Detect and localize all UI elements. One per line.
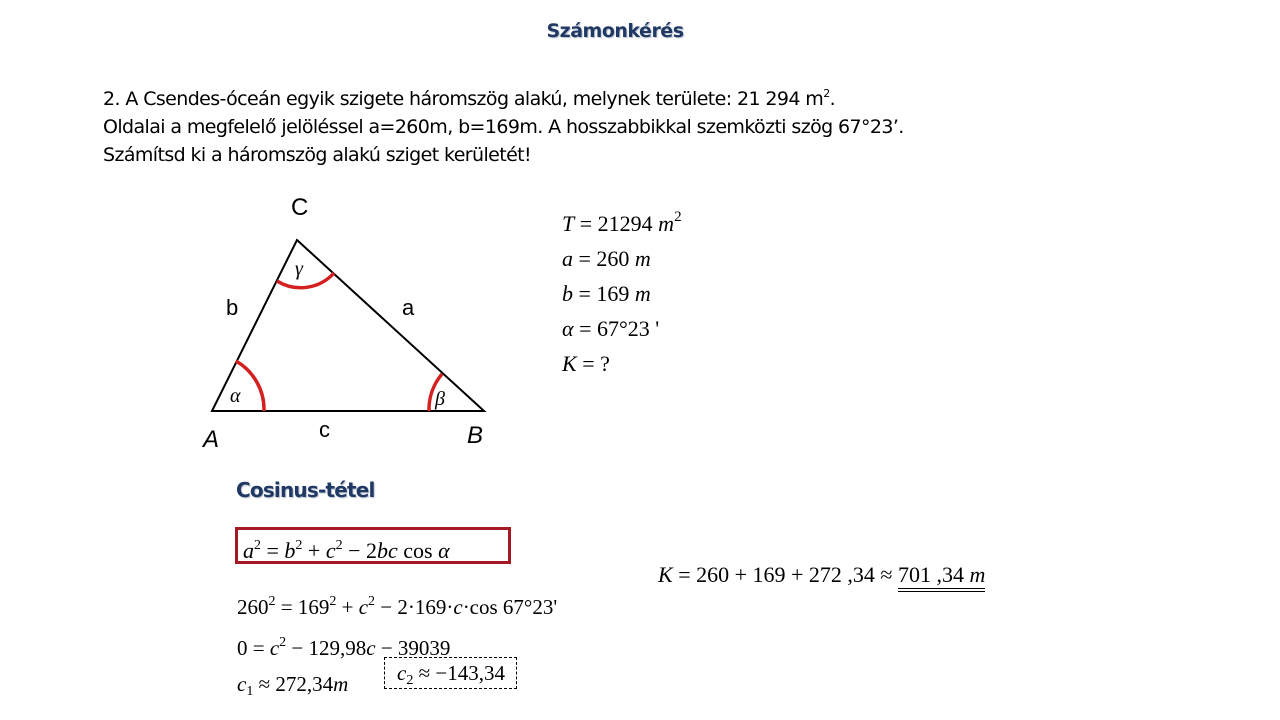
side-c-label: c bbox=[319, 417, 330, 442]
gamma-label: γ bbox=[295, 258, 303, 280]
final-answer: 701 ,34 m bbox=[898, 562, 985, 592]
cosine-law-formula: $a^2 = b^2 + c^2 - 2bc$ cos α bbox=[235, 527, 511, 564]
given-values bbox=[562, 200, 682, 381]
given-perimeter-unknown: K = ? bbox=[562, 351, 610, 376]
problem-line-2: Oldalai a megfelelő jelöléssel a=260m, b=169m. A hosszabbikkal szemközti szög 67°23’. bbox=[103, 116, 904, 138]
triangle-shape bbox=[212, 240, 484, 411]
vertex-a-label: A bbox=[203, 426, 220, 453]
problem-text bbox=[103, 80, 904, 169]
step-quadratic: $0 = c^2 - 129,98c - 39039$ bbox=[237, 635, 451, 660]
solution-steps bbox=[237, 584, 557, 710]
problem-line-3: Számítsd ki a háromszög alakú sziget kerületét! bbox=[103, 144, 532, 166]
step-substitution: $260^2 = 169^2 + c^2 - 2\cdot 169\cdot c\cdot\cos$ 67°23' bbox=[237, 594, 558, 619]
given-side-a: a = 260 m bbox=[562, 246, 651, 271]
perimeter-result: K = 260 + 169 + 272 ,34 ≈ 701 ,34 m bbox=[658, 562, 985, 588]
slide-title: Számonkérés bbox=[546, 20, 684, 42]
beta-label: β bbox=[435, 388, 445, 410]
given-angle-alpha: α = 67°23 ' bbox=[562, 316, 660, 341]
given-area: T = 21294 $m^2$ bbox=[562, 209, 682, 236]
problem-line-1: 2. A Csendes-óceán egyik szigete háromszög alakú, melynek területe: 21 294 $m^2$. bbox=[103, 87, 836, 110]
vertex-b-label: B bbox=[467, 422, 484, 449]
triangle-diagram bbox=[195, 185, 505, 455]
side-b-label: b bbox=[226, 295, 239, 320]
side-a-label: a bbox=[402, 295, 415, 320]
section-title-cosine-law: Cosinus-tétel bbox=[236, 478, 375, 502]
vertex-c-label: C bbox=[291, 194, 309, 221]
gamma-arc bbox=[277, 273, 334, 288]
rejected-root-c2: $c_2 \approx -143,34$ bbox=[384, 657, 517, 689]
alpha-label: α bbox=[230, 385, 241, 407]
given-side-b: b = 169 m bbox=[562, 281, 651, 306]
step-root-c1: $c_1 \approx 272,34m$ bbox=[237, 672, 349, 699]
